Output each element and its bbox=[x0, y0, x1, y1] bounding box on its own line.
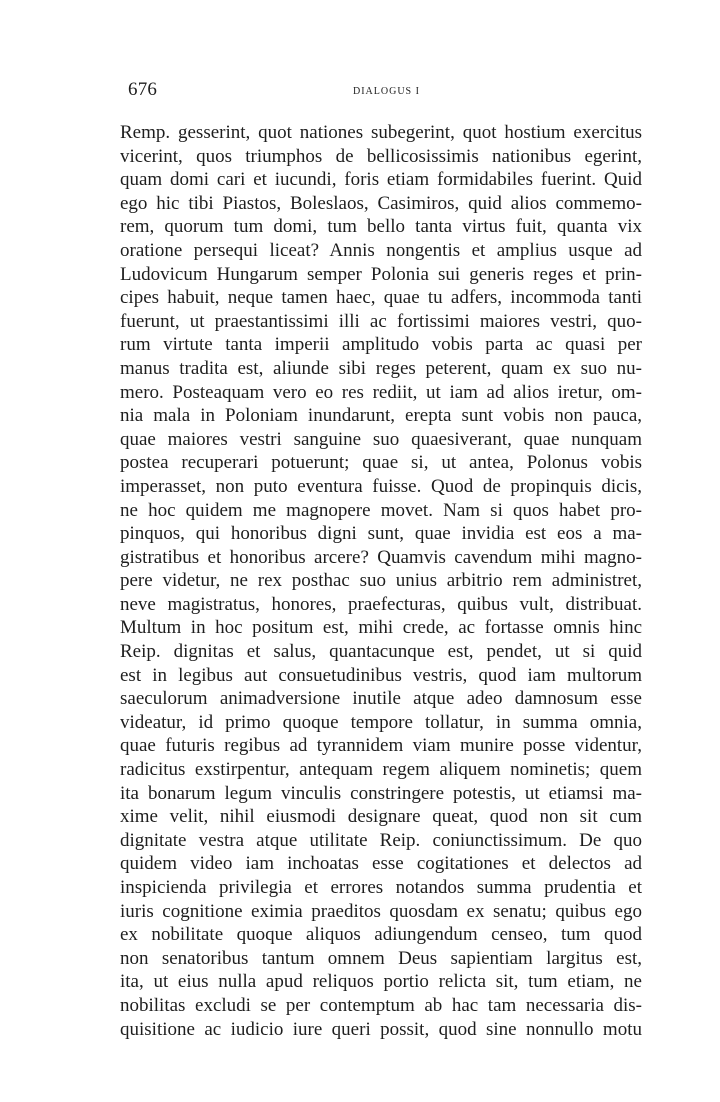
text-line: imperasset, non puto eventura fuisse. Quod de propinquis dicis, bbox=[120, 475, 642, 497]
text-line: pinquos, qui honoribus digni sunt, quae invidia est eos a ma- bbox=[120, 523, 642, 545]
text-line: pere videtur, ne rex posthac suo unius arbitrio rem administret, bbox=[120, 570, 642, 592]
text-line: quam domi cari et iucundi, foris etiam formidabiles fuerint. Quid bbox=[120, 169, 642, 191]
text-line: inspicienda privilegia et errores notandos summa prudentia et bbox=[120, 877, 642, 898]
text-line: non senatoribus tantum omnem Deus sapientiam largitus est, bbox=[120, 947, 642, 969]
text-line: nia mala in Poloniam inundarunt, erepta sunt vobis non pauca, bbox=[120, 405, 642, 427]
text-line: nobilitas excludi se per contemptum ab hac tam necessaria dis- bbox=[120, 994, 642, 1016]
text-line: Reip. dignitas et salus, quantacunque est, pendet, ut si quid bbox=[120, 641, 642, 663]
body-text bbox=[120, 121, 642, 1041]
text-line: quidem video iam inchoatas esse cogitationes et delectos ad bbox=[120, 853, 642, 875]
text-line: iuris cognitione eximia praeditos quosdam ex senatu; quibus ego bbox=[120, 900, 642, 922]
text-line: Multum in hoc positum est, mihi crede, ac fortasse omnis hinc bbox=[120, 617, 642, 639]
text-line: mero. Posteaquam vero eo res rediit, ut iam ad alios iretur, om- bbox=[120, 381, 642, 403]
text-line: quisitione ac iudicio iure queri possit, quod sine nonnullo motu bbox=[120, 1018, 642, 1040]
text-line: ita, ut eius nulla apud reliquos portio relicta sit, tum etiam, ne bbox=[120, 971, 642, 993]
text-line: fuerunt, ut praestantissimi illi ac fortissimi maiores vestri, quo- bbox=[120, 310, 642, 332]
text-line: videatur, id primo quoque tempore tollatur, in summa omnia, bbox=[120, 711, 642, 733]
text-line: radicitus exstirpentur, antequam regem aliquem nominetis; quem bbox=[120, 759, 642, 781]
text-line: vicerint, quos triumphos de bellicosissimis nationibus egerint, bbox=[120, 145, 642, 167]
text-line: rem, quorum tum domi, tum bello tanta virtus fuit, quanta vix bbox=[120, 216, 642, 238]
text-line: saeculorum animadversione inutile atque adeo damnosum esse bbox=[120, 688, 642, 710]
text-line: gistratibus et honoribus arcere? Quamvis cavendum mihi magno- bbox=[120, 546, 642, 568]
page-number: 676 bbox=[128, 79, 158, 100]
text-line: ita bonarum legum vinculis constringere potestis, ut etiamsi ma- bbox=[120, 782, 642, 804]
text-line: Remp. gesserint, quot nationes subegerint, quot hostium exercitus bbox=[120, 122, 642, 143]
text-line: postea recuperari potuerunt; quae si, ut antea, Polonus vobis bbox=[120, 452, 642, 474]
text-line: ego hic tibi Piastos, Boleslaos, Casimiros, quid alios commemo- bbox=[120, 192, 642, 214]
text-line: ex nobilitate quoque aliquos adiungendum censeo, tum quod bbox=[120, 924, 642, 946]
text-line: quae futuris regibus ad tyrannidem viam munire posse videntur, bbox=[120, 735, 642, 757]
text-line: rum virtute tanta imperii amplitudo vobis parta ac quasi per bbox=[120, 334, 642, 356]
text-line: cipes habuit, neque tamen haec, quae tu adfers, incommoda tanti bbox=[120, 287, 642, 309]
text-line: xime velit, nihil eiusmodi designare queat, quod non sit cum bbox=[120, 806, 642, 828]
text-line: est in legibus aut consuetudinibus vestris, quod iam multorum bbox=[120, 664, 642, 686]
text-line: Ludovicum Hungarum semper Polonia sui generis reges et prin- bbox=[120, 263, 642, 285]
text-line: quae maiores vestri sanguine suo quaesiverant, quae nunquam bbox=[120, 428, 642, 450]
text-line: dignitate vestra atque utilitate Reip. coniunctissimum. De quo bbox=[120, 829, 642, 851]
text-line: ne hoc quidem me magnopere movet. Nam si quos habet pro- bbox=[120, 499, 642, 521]
running-head: DIALOGUS I bbox=[353, 86, 420, 97]
text-line: manus tradita est, aliunde sibi reges peterent, quam ex suo nu- bbox=[120, 357, 642, 379]
text-line: neve magistratus, honores, praefecturas, quibus vult, distribuat. bbox=[120, 593, 642, 615]
text-line: oratione persequi liceat? Annis nongentis et amplius usque ad bbox=[120, 239, 642, 261]
